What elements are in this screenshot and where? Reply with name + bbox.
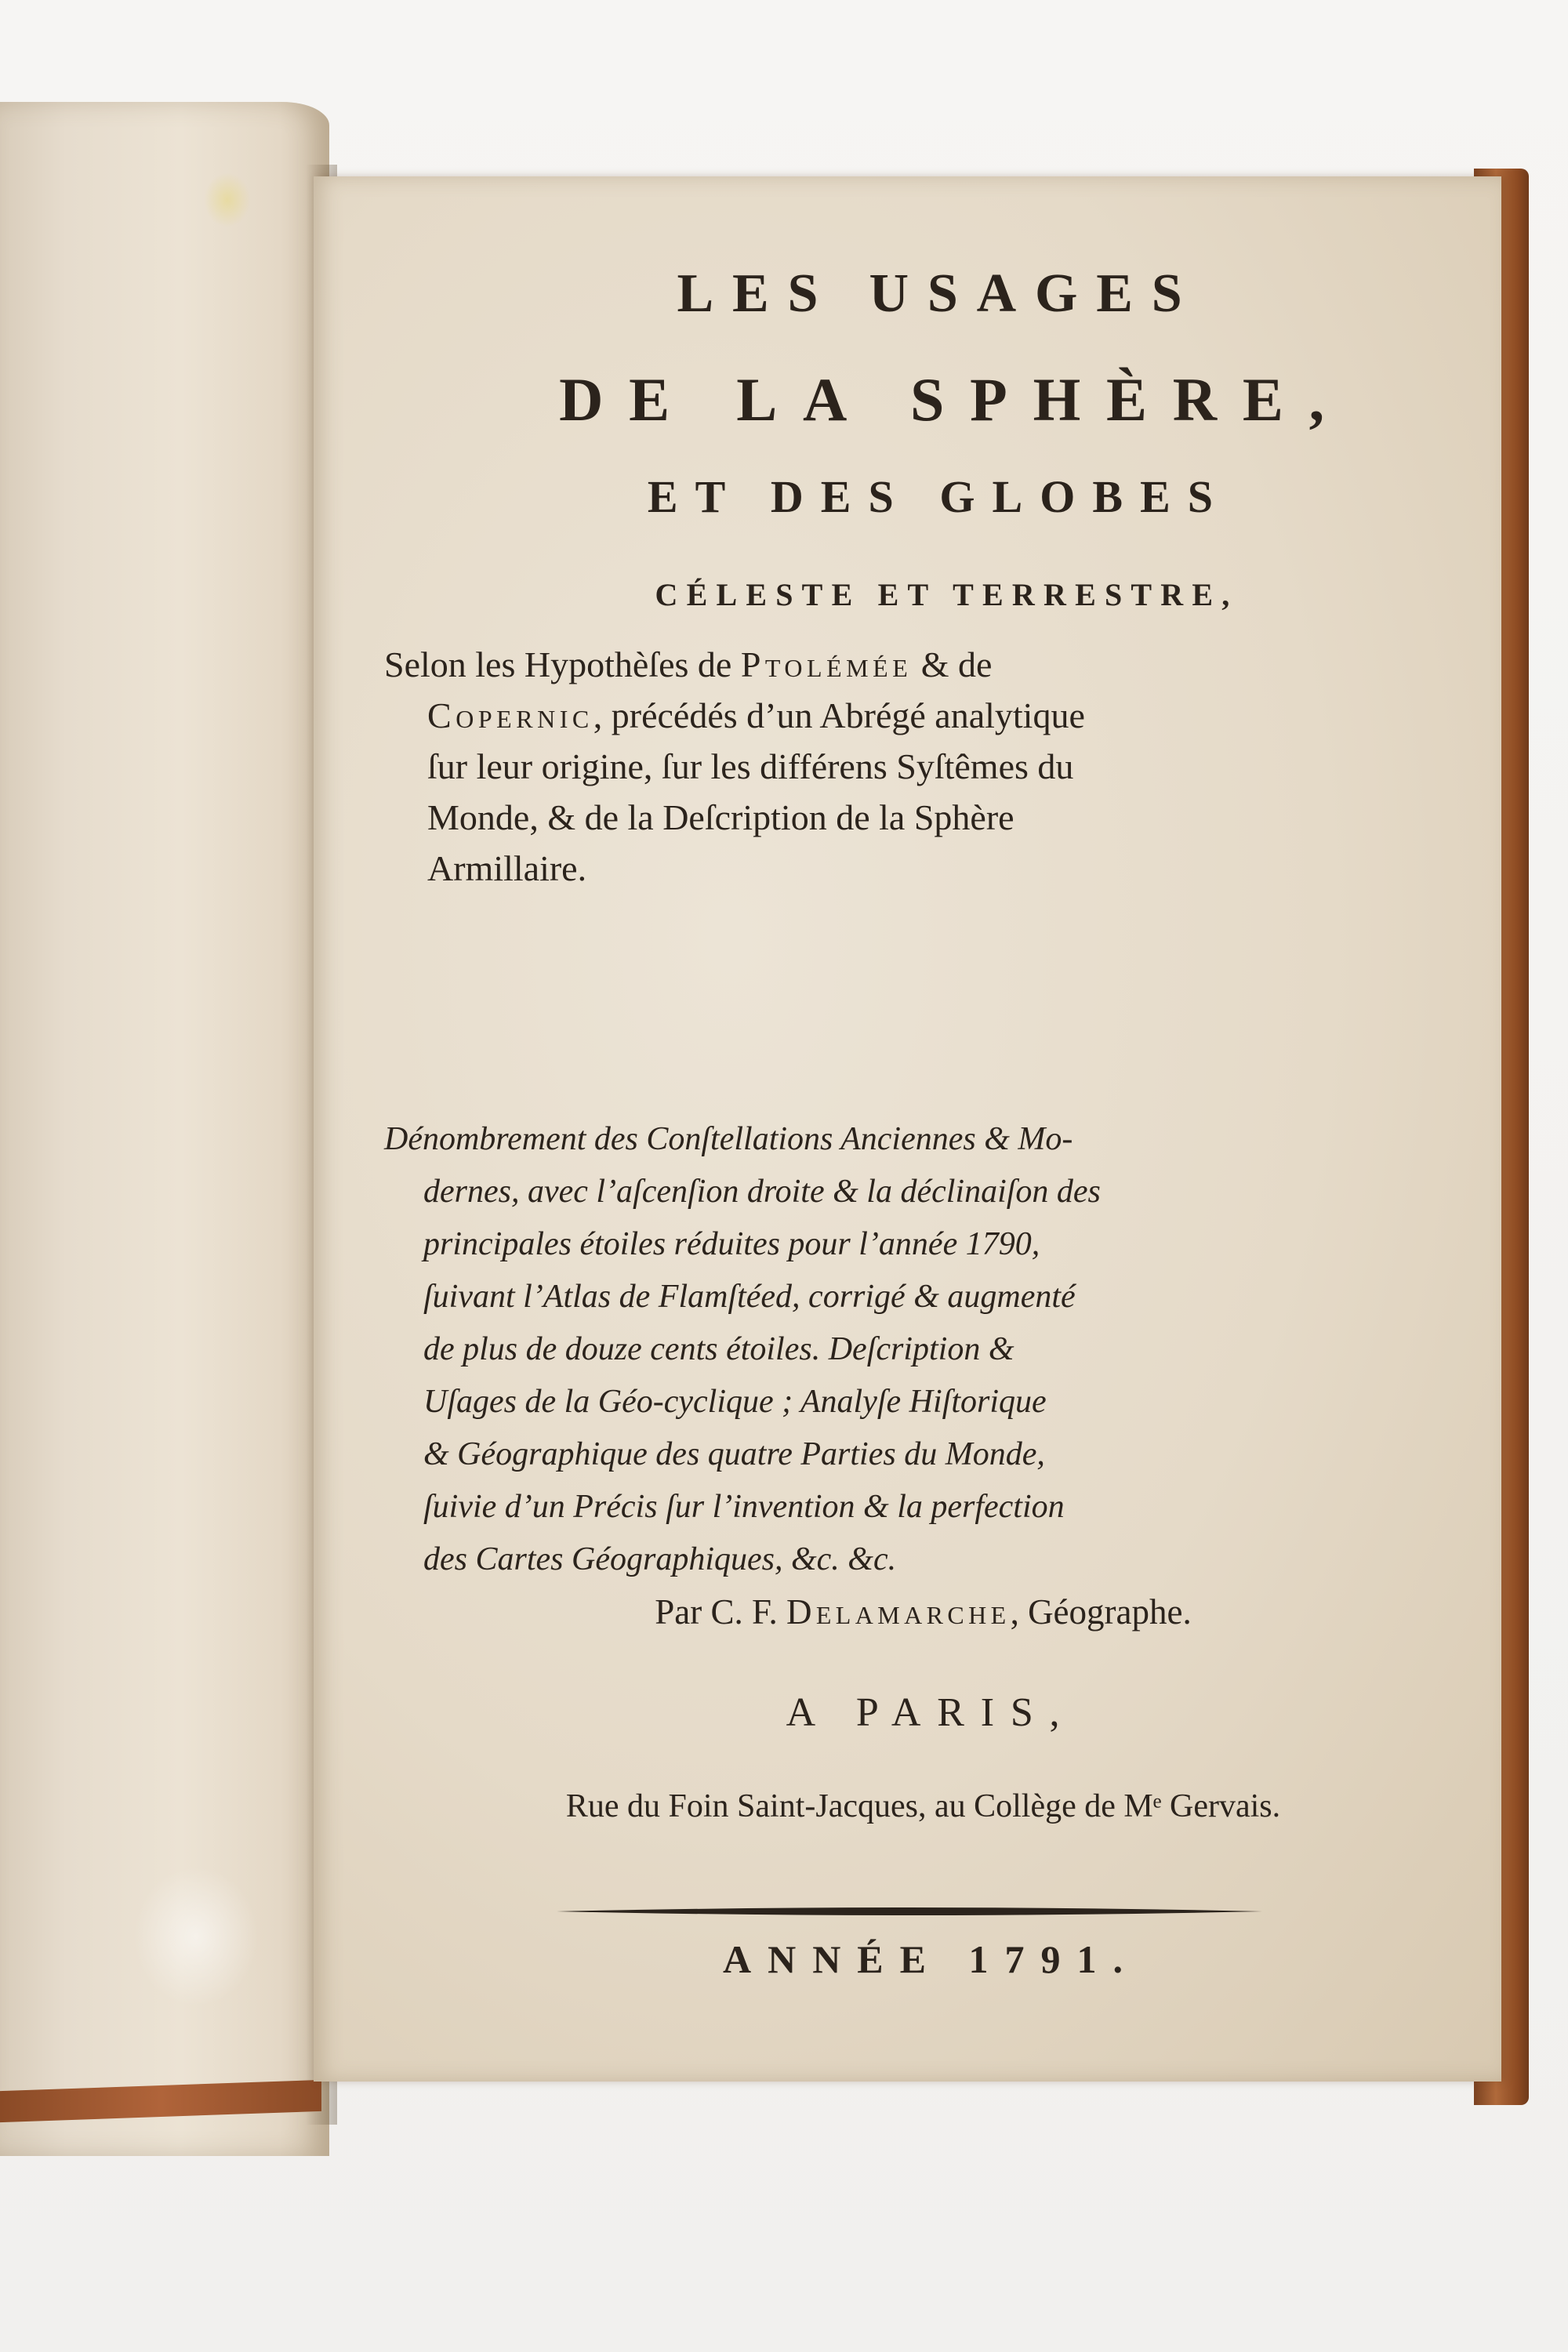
contents-line: Uſages de la Géo-cyclique ; Analyſe Hiſtorique [423,1384,1047,1420]
contents-line: des Cartes Géographiques, &c. &c. [423,1541,897,1577]
subtitle-line [384,690,1482,741]
subtitle-line: ſur leur origine, ſur les différens Syſtêmes du [427,746,1074,786]
contents-line: dernes, avec l’aſcenſion droite & la déclinaiſon des [423,1174,1101,1210]
author-line [314,1592,1517,1632]
title-page-text [314,176,1501,2082]
author-prefix: Par C. F. [655,1592,786,1632]
subtitle-line [384,639,1482,690]
title-line-1: LES USAGES [677,263,1201,324]
subtitle-text: & de [912,644,993,684]
subtitle-line: Monde, & de la Deſcription de la Sphère [427,797,1014,837]
imprint-place: A PARIS, [786,1690,1076,1735]
contents-line: ſuivie d’un Précis ſur l’invention & la perfection [423,1489,1065,1525]
left-page-leaf [0,102,329,2156]
imprint-date: ANNÉE 1791. [722,1937,1140,1981]
author-name: Delamarche [786,1592,1011,1632]
name-copernic: Copernic [427,695,593,735]
title-page [314,176,1501,2082]
title-line-3: ET DES GLOBES [647,471,1231,522]
name-ptolemee: Ptolémée [740,644,913,684]
contents-line: & Géographique des quatre Parties du Monde, [423,1436,1045,1472]
title-line-2: DE LA SPHÈRE, [559,365,1350,434]
subtitle-text: Selon les Hypothèſes de [384,644,741,684]
subtitle-line: Armillaire. [427,848,587,888]
author-suffix: , Géographe. [1010,1592,1192,1632]
title-line-4: CÉLESTE ET TERRESTRE, [655,577,1239,612]
contents-paragraph [384,1113,1497,1586]
contents-line: Dénombrement des Conſtellations Anciennes & Mo- [384,1121,1073,1157]
paper-stain [204,172,251,227]
contents-line: principales étoiles réduites pour l’année 1790, [423,1226,1040,1262]
imprint-address: Rue du Foin Saint-Jacques, au Collège de Mᵉ Gervais. [565,1788,1281,1824]
subtitle-text: , précédés d’un Abrégé analytique [593,695,1085,735]
ornamental-rule [557,1905,1262,1918]
contents-line: de plus de douze cents étoiles. Deſcription & [423,1331,1014,1367]
contents-line: ſuivant l’Atlas de Flamſtéed, corrigé & augmenté [423,1279,1076,1315]
paper-stain [133,1866,259,2007]
subtitle-paragraph [384,639,1482,894]
